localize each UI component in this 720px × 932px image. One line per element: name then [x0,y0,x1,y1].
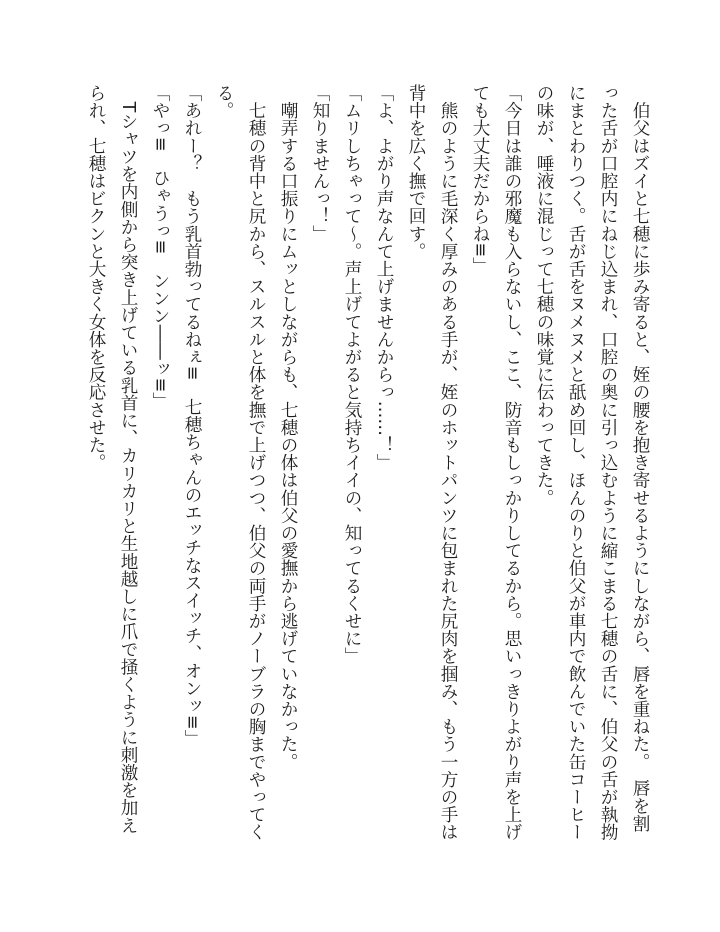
text-line: 「よ、よがり声なんて上げませんからっ……！」 [374,84,394,472]
text-line: 嘲弄する口振りにムッとしながらも、七穂の体は伯父の愛撫から逃げていなかった。 [278,84,298,771]
vertical-text-body [80,84,656,854]
text-line: 熊のように毛深く厚みのある手が、姪のホットパンツに包まれた尻肉を掴み、もう一方の手は [438,84,458,841]
text-line: 伯父はズイと七穂に歩み寄ると、姪の腰を抱き寄せるようにしながら、唇を重ねた。 唇を割 [630,84,650,832]
text-line: 「あれー？ もう乳首勃ってるねぇ≡ 七穂ちゃんのエッチなスイッチ、オンッ≡」 [182,84,202,748]
text-line: 「やっ≡ ひゃうっ≡ ンンン――ッ≡」 [150,84,170,410]
text-line: 七穂の背中と尻から、スルスルと体を撫で上げつつ、伯父の両手がノーブラの胸までやってく [246,84,266,841]
text-line: の味が、唾液に混じって七穂の味覚に伝わってきた。 [534,84,554,507]
text-line: った舌が口腔内にねじ込まれ、口腔の奥に引っ込むように縮こまる七穂の舌に、伯父の舌が執拗 [598,84,618,841]
text-line: 「知りませんっ！」 [310,84,330,243]
text-line: 「今日は誰の邪魔も入らないし、ここ、防音もしっかりしてるから。思いっきりよがり声を上げ [502,84,522,841]
text-line: にまとわりつく。舌が舌をヌメヌメと舐め回し、ほんのりと伯父が車内で飲んでいた缶コーヒー [566,84,586,841]
text-line: られ、七穂はビクンと大きく女体を反応させた。 [86,84,106,472]
text-line: 「ムリしちゃって〜。声上げてよがると気持ちイイの、知ってるくせに」 [342,84,362,665]
text-line: ても大丈夫だからね≡」 [470,84,490,275]
text-line: る。 [214,84,234,120]
text-line: Tシャツを内側から突き上げている乳首に、カリカリと生地越しに爪で掻くように刺激を加え [118,84,138,834]
text-line: 背中を広く撫で回す。 [406,84,426,260]
